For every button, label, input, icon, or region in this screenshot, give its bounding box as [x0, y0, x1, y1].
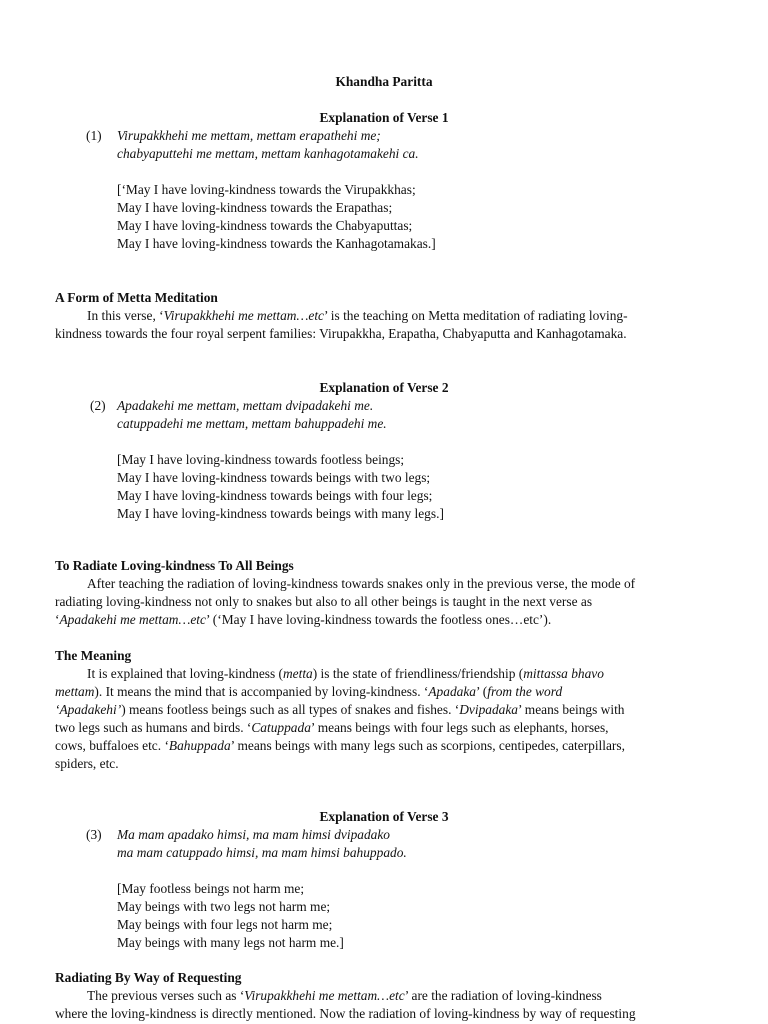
text-span: ) is the state of friendliness/friendship (: [312, 666, 524, 681]
text-span: ’ means beings with: [518, 702, 625, 717]
text-span: ) means footless beings such as all types of snakes and fishes. ‘: [121, 702, 460, 717]
italic-span: Virupakkhehi me mettam…etc: [244, 988, 405, 1003]
text-span: ’ is the teaching on Metta meditation of radiating loving-: [324, 308, 628, 323]
verse3-heading: Explanation of Verse 3: [319, 809, 449, 824]
verse1-translation-line: May I have loving-kindness towards the Kanhagotamakas.]: [117, 236, 436, 251]
verse1-heading: Explanation of Verse 1: [319, 110, 449, 125]
verse3-translation: [117, 880, 344, 952]
text-span: two legs such as humans and birds. ‘: [55, 720, 252, 735]
verse2-translation-line: May I have loving-kindness towards beings with four legs;: [117, 488, 433, 503]
italic-span: Virupakkhehi me mettam…etc: [163, 308, 324, 323]
verse1-translation-line: May I have loving-kindness towards the Erapathas;: [117, 200, 393, 215]
italic-span: Catuppada: [251, 720, 311, 735]
paragraph-line: radiating loving-kindness not only to snakes but also to all other beings is taught in the next verse as: [55, 594, 593, 609]
section-heading: The Meaning: [55, 648, 132, 663]
paragraph-line: spiders, etc.: [55, 756, 119, 771]
text-span: ’ (: [475, 684, 488, 699]
page-title: Khandha Paritta: [335, 74, 433, 89]
section-radiating-by-requesting: [55, 969, 735, 1023]
verse1-translation: [117, 181, 436, 253]
italic-span: ‘Apadakehi’: [55, 702, 122, 717]
text-span: ’ means beings with four legs such as elephants, horses,: [310, 720, 609, 735]
paragraph-line: After teaching the radiation of loving-kindness towards snakes only in the previous verse, the mode of: [87, 576, 636, 591]
verse1-pali: [117, 127, 419, 163]
verse3-pali: [117, 826, 407, 862]
paragraph-line: [55, 987, 735, 1005]
section-heading: A Form of Metta Meditation: [55, 290, 218, 305]
paragraph-line: [55, 683, 735, 701]
text-span: ’ (‘May I have loving-kindness towards the footless ones…etc’).: [205, 612, 552, 627]
verse2-translation: [117, 451, 444, 523]
section-radiate-all-beings: [55, 557, 735, 629]
verse3-pali-line: ma mam catuppado himsi, ma mam himsi bahuppado.: [117, 845, 407, 860]
verse1-translation-line: [‘May I have loving-kindness towards the Virupakkhas;: [117, 182, 416, 197]
text-span: ). It means the mind that is accompanied by loving-kindness. ‘: [94, 684, 429, 699]
verse3-translation-line: [May footless beings not harm me;: [117, 881, 305, 896]
verse2-translation-line: May I have loving-kindness towards beings with two legs;: [117, 470, 431, 485]
italic-span: Bahuppada: [168, 738, 231, 753]
section-heading: To Radiate Loving-kindness To All Beings: [55, 558, 294, 573]
paragraph-line: [55, 737, 735, 755]
text-span: It is explained that loving-kindness (: [87, 666, 283, 681]
section-metta-meditation: [55, 289, 735, 343]
text-span: cows, buffaloes etc. ‘: [55, 738, 169, 753]
verse1-pali-line: chabyaputtehi me mettam, mettam kanhagotamakehi ca.: [117, 146, 419, 161]
verse3-translation-line: May beings with four legs not harm me;: [117, 917, 333, 932]
verse1-number: (1): [86, 128, 102, 143]
italic-span: Dvipadaka: [459, 702, 518, 717]
text-span: The previous verses such as ‘: [87, 988, 245, 1003]
text-span: In this verse, ‘: [87, 308, 164, 323]
italic-span: from the word: [487, 684, 563, 699]
verse2-number: (2): [90, 398, 106, 413]
paragraph-line: [55, 307, 735, 325]
paragraph-line: [55, 701, 735, 719]
verse3-number: (3): [86, 827, 102, 842]
verse1-translation-line: May I have loving-kindness towards the Chabyaputtas;: [117, 218, 413, 233]
italic-span: metta: [283, 666, 313, 681]
paragraph-line: where the loving-kindness is directly mentioned. Now the radiation of loving-kindness by way of requesting: [55, 1006, 636, 1021]
verse1-pali-line: Virupakkhehi me mettam, mettam erapathehi me;: [117, 128, 381, 143]
paragraph-line: kindness towards the four royal serpent families: Virupakkha, Erapatha, Chabyaputta and Kanhagotamaka.: [55, 326, 627, 341]
verse2-translation-line: May I have loving-kindness towards beings with many legs.]: [117, 506, 444, 521]
section-the-meaning: [55, 647, 735, 773]
section-heading: Radiating By Way of Requesting: [55, 970, 242, 985]
paragraph-line: [55, 611, 735, 629]
verse3-translation-line: May beings with two legs not harm me;: [117, 899, 331, 914]
verse2-translation-line: [May I have loving-kindness towards footless beings;: [117, 452, 405, 467]
italic-span: mittassa bhavo: [523, 666, 604, 681]
verse2-pali: [117, 397, 387, 433]
italic-span: mettam: [55, 684, 95, 699]
text-span: ’ means beings with many legs such as scorpions, centipedes, caterpillars,: [230, 738, 625, 753]
verse3-translation-line: May beings with many legs not harm me.]: [117, 935, 344, 950]
paragraph-line: [55, 665, 735, 683]
verse2-heading: Explanation of Verse 2: [319, 380, 449, 395]
italic-span: Apadakehi me mettam…etc: [59, 612, 206, 627]
text-span: ‘: [55, 612, 60, 627]
verse2-pali-line: catuppadehi me mettam, mettam bahuppadehi me.: [117, 416, 387, 431]
paragraph-line: [55, 719, 735, 737]
verse2-pali-line: Apadakehi me mettam, mettam dvipadakehi me.: [117, 398, 374, 413]
italic-span: Apadaka: [428, 684, 476, 699]
text-span: ’ are the radiation of loving-kindness: [404, 988, 602, 1003]
verse3-pali-line: Ma mam apadako himsi, ma mam himsi dvipadako: [117, 827, 390, 842]
